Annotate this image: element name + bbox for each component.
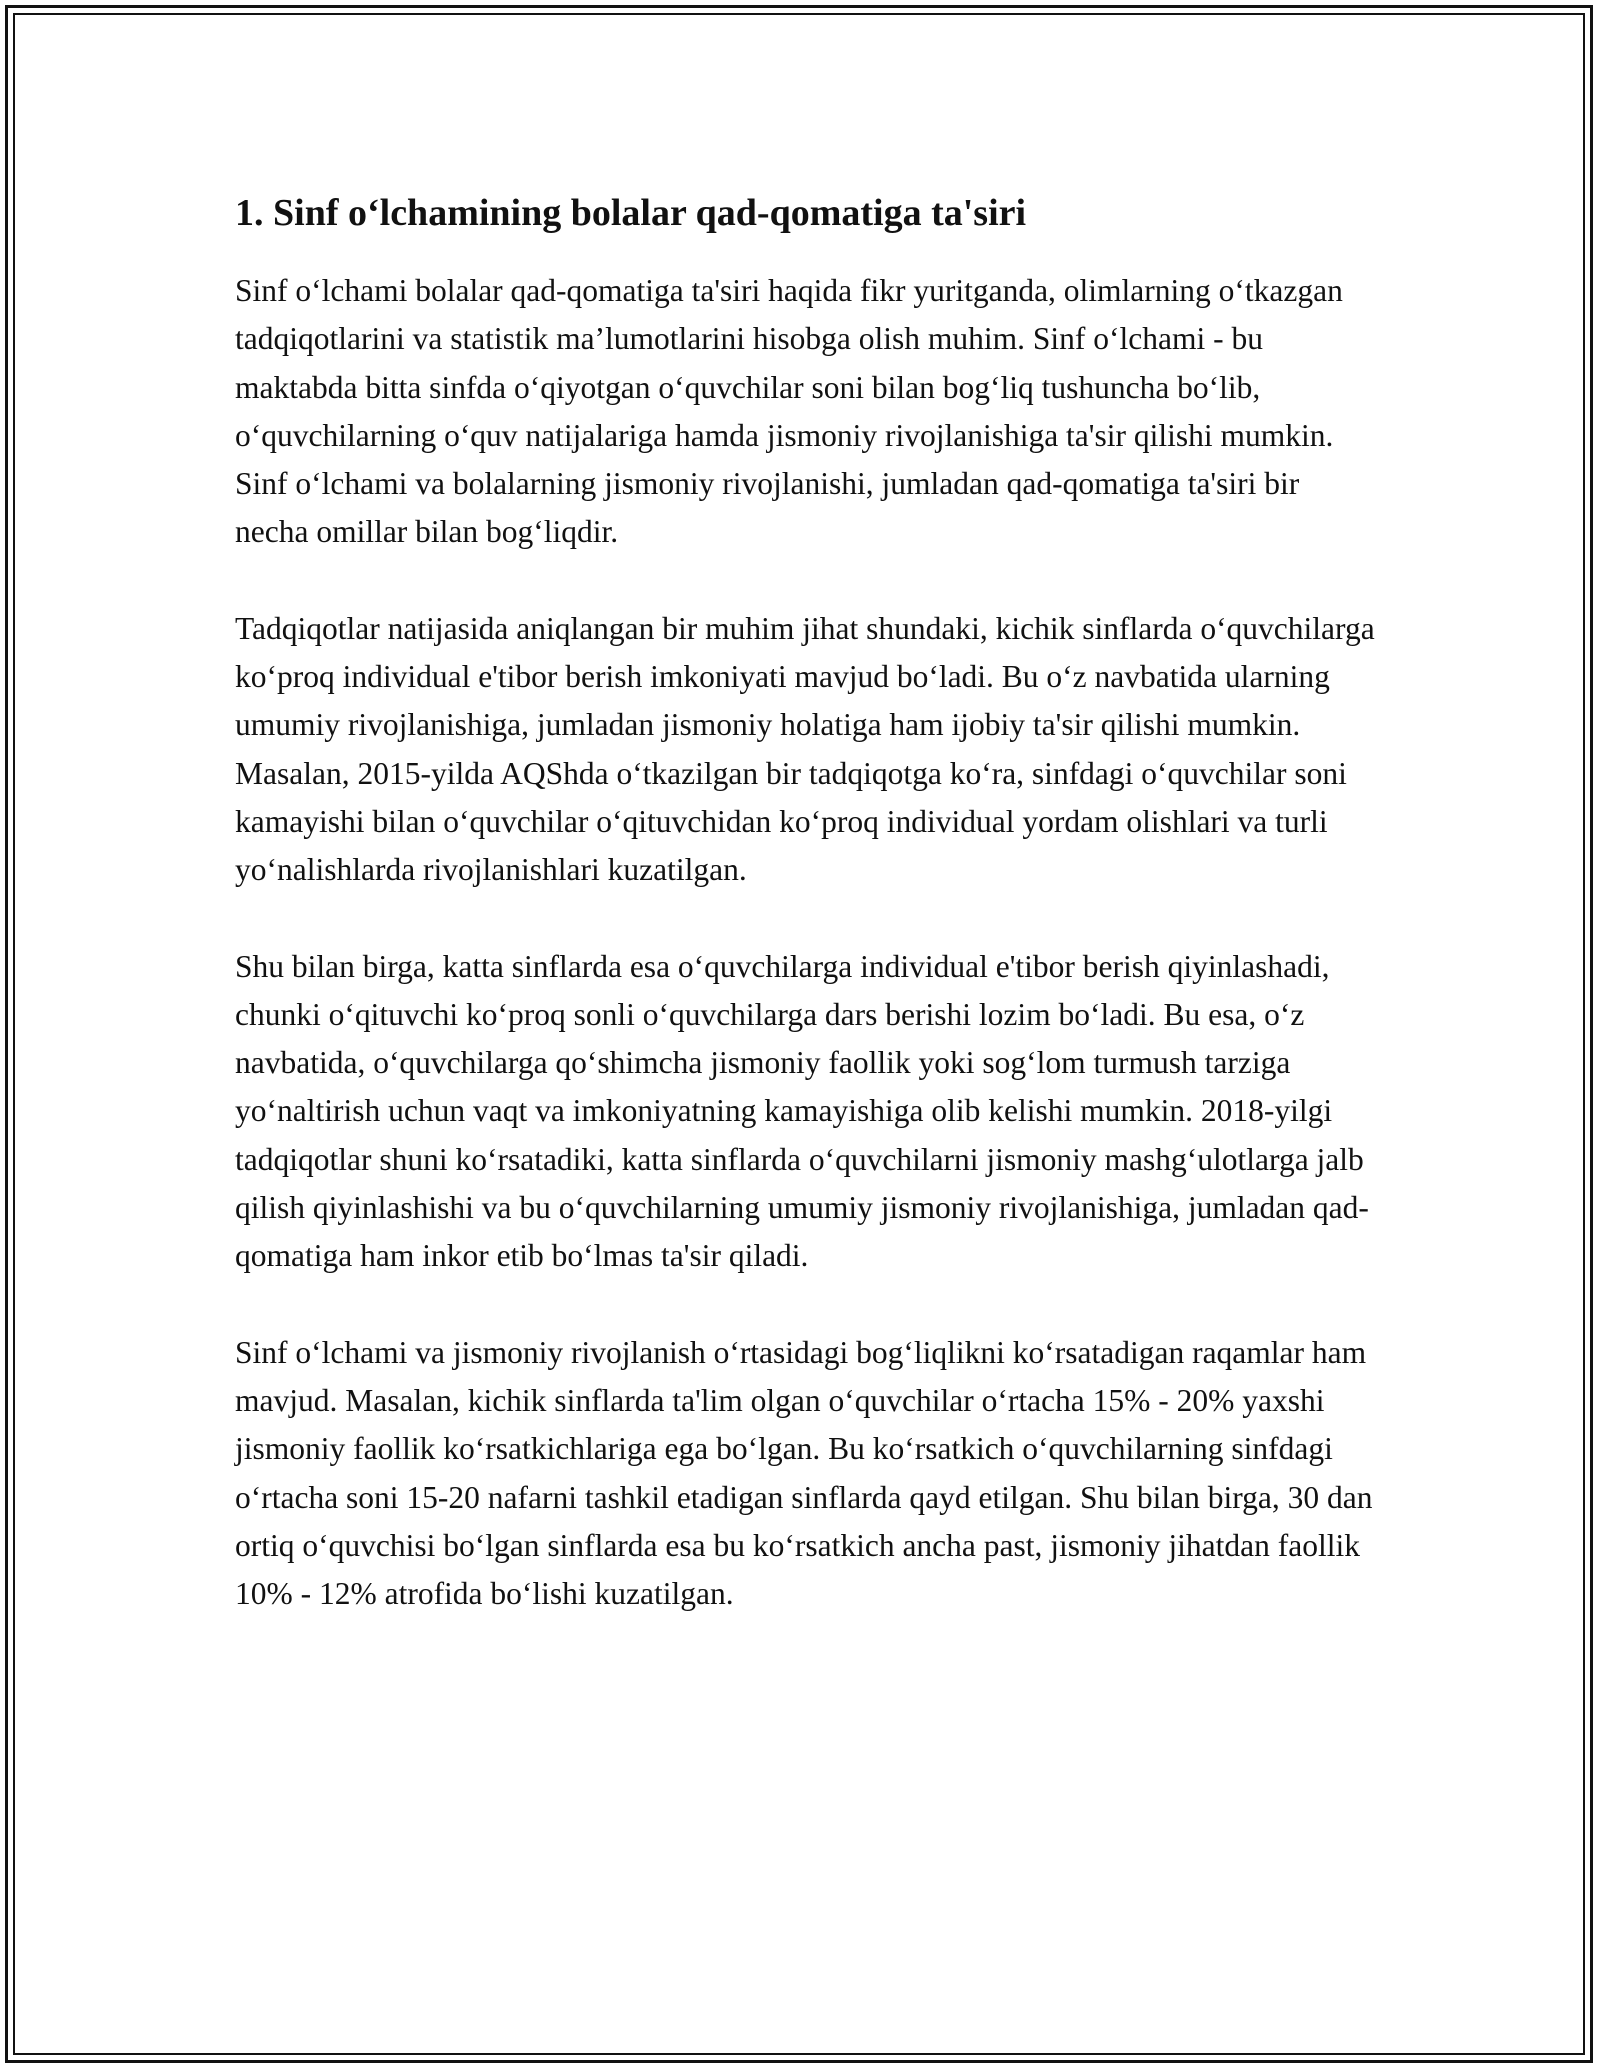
document-body <box>235 183 1375 1666</box>
paragraph-4: Sinf o‘lchami va jismoniy rivojlanish o‘rtasidagi bog‘liqlikni ko‘rsatadigan raqamlar ham mavjud. Masalan, kichik sinflarda ta'lim olgan o‘quvchilar o‘rtacha 15% - 20% yaxshi jismoniy faollik ko‘rsatkichlariga ega bo‘lgan. Bu ko‘rsatkich o‘quvchilarning sinfdagi o‘rtacha soni 15-20 nafarni tashkil etadigan sinflarda qayd etilgan. Shu bilan birga, 30 dan ortiq o‘quvchisi bo‘lgan sinflarda esa bu ko‘rsatkich ancha past, jismoniy jihatdan faollik 10% - 12% atrofida bo‘lishi kuzatilgan. <box>235 1334 1373 1612</box>
section-title: 1. Sinf o‘lchamining bolalar qad-qomatiga ta'siri <box>235 192 1027 234</box>
paragraph-2: Tadqiqotlar natijasida aniqlangan bir muhim jihat shundaki, kichik sinflarda o‘quvchilarga ko‘proq individual e'tibor berish imkoniyati mavjud bo‘ladi. Bu o‘z navbatida ularning umumiy rivojlanishiga, jumladan jismoniy holatiga ham ijobiy ta'sir qilishi mumkin. Masalan, 2015-yilda AQShda o‘tkazilgan bir tadqiqotga ko‘ra, sinfdagi o‘quvchilar soni kamayishi bilan o‘quvchilar o‘qituvchidan ko‘proq individual yordam olishlari va turli yo‘nalishlarda rivojlanishlari kuzatilgan. <box>235 610 1375 888</box>
paragraph-3: Shu bilan birga, katta sinflarda esa o‘quvchilarga individual e'tibor berish qiyinlashadi, chunki o‘qituvchi ko‘proq sonli o‘quvchilarga dars berishi lozim bo‘ladi. Bu esa, o‘z navbatida, o‘quvchilarga qo‘shimcha jismoniy faollik yoki sog‘lom turmush tarziga yo‘naltirish uchun vaqt va imkoniyatning kamayishiga olib kelishi mumkin. 2018-yilgi tadqiqotlar shuni ko‘rsatadiki, katta sinflarda o‘quvchilarni jismoniy mashg‘ulotlarga jalb qilish qiyinlashishi va bu o‘quvchilarning umumiy jismoniy rivojlanishiga, jumladan qad-qomatiga ham inkor etib bo‘lmas ta'sir qiladi. <box>235 948 1369 1274</box>
paragraph-1: Sinf o‘lchami bolalar qad-qomatiga ta'siri haqida fikr yuritganda, olimlarning o‘tkazgan tadqiqotlarini va statistik ma’lumotlarini hisobga olish muhim. Sinf o‘lchami - bu maktabda bitta sinfda o‘qiyotgan o‘quvchilar soni bilan bog‘liq tushuncha bo‘lib, o‘quvchilarning o‘quv natijalariga hamda jismoniy rivojlanishiga ta'sir qilishi mumkin. Sinf o‘lchami va bolalarning jismoniy rivojlanishi, jumladan qad-qomatiga ta'siri bir necha omillar bilan bog‘liqdir. <box>235 273 1343 550</box>
